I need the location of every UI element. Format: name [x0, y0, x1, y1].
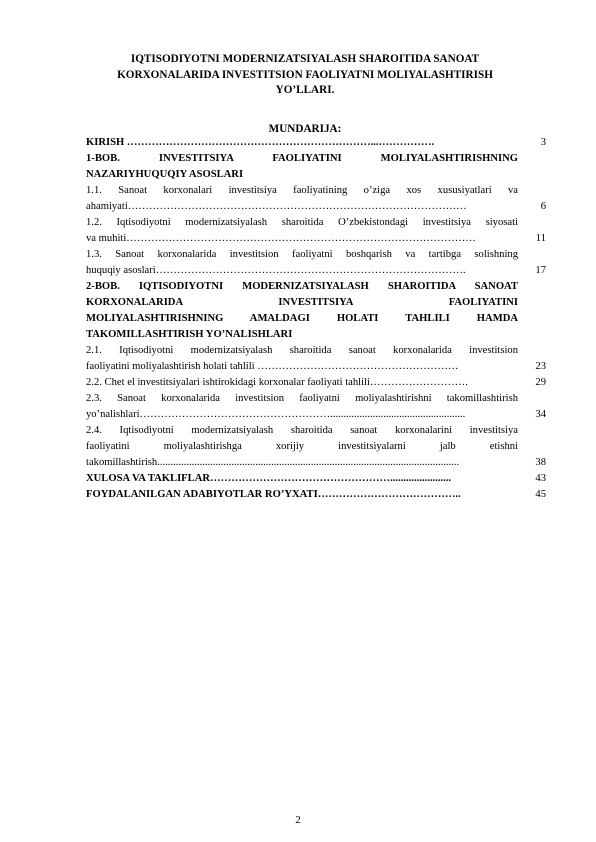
toc-entry-text: [86, 183, 518, 215]
toc-entry-text: [86, 471, 518, 487]
toc-line: takomillashtirish..................................................................................................................: [86, 457, 460, 468]
title-line-1: IQTISODIYOTNI MODERNIZATSIYALASH SHAROITIDA SANOAT: [130, 53, 480, 65]
toc-entry-kirish[interactable]: [86, 135, 546, 151]
toc-entry-2-2[interactable]: [86, 375, 546, 391]
table-of-contents: [86, 135, 546, 503]
toc-entry-text: [86, 135, 518, 151]
toc-page-number: 38: [535, 457, 546, 468]
toc-entry-text: [86, 375, 518, 391]
toc-line: huquqiy asoslari…………………………………………………………………………….: [86, 265, 466, 276]
toc-line: 1-BOB. INVESTITSIYA FAOLIYATINI MOLIYALASHTIRISHNING: [86, 153, 518, 164]
toc-line: 2.1. Iqtisodiyotni modernizatsiyalash sharoitida sanoat korxonalarida investitsion: [86, 345, 518, 356]
toc-line: va muhiti………………………………………………………………………………………: [86, 233, 476, 244]
toc-line: yo’nalishlari………………………………………………...................................................: [86, 409, 466, 420]
toc-line: XULOSA VA TAKLIFLAR…………………………………………….......................: [86, 473, 452, 484]
toc-line: 2.4. Iqtisodiyotni modernizatsiyalash sharoitida sanoat korxonalarini investitsiya: [86, 425, 518, 436]
toc-line: MOLIYALASHTIRISHNING AMALDAGI HOLATI TAHLILI HAMDA: [86, 313, 518, 324]
toc-entry-text: [86, 391, 518, 423]
toc-page-number: 29: [535, 377, 546, 388]
toc-entry-conclusion[interactable]: [86, 471, 546, 487]
toc-page-number: 3: [540, 137, 546, 148]
toc-entry-2-3[interactable]: [86, 391, 546, 423]
toc-page-number: 17: [535, 265, 546, 276]
document-title: [86, 52, 524, 99]
toc-line: 2.3. Sanoat korxonalarida investitsion faoliyatni moliyalashtirishni takomillashtirish: [86, 393, 518, 404]
toc-entry-2-1[interactable]: [86, 343, 546, 375]
toc-line: FOYDALANILGAN ADABIYOTLAR RO’YXATI…………………………………..: [86, 489, 461, 500]
toc-entry-text: [86, 279, 518, 343]
toc-heading: MUNDARIJA:: [268, 123, 342, 135]
toc-line: ahamiyati……………………………………………………………………………………: [86, 201, 467, 212]
toc-entry-text: [86, 423, 518, 471]
page-number-footer: 2: [295, 814, 301, 826]
toc-line: TAKOMILLASHTIRISH YO’NALISHLARI: [86, 329, 293, 340]
toc-page-number: 43: [535, 473, 546, 484]
toc-chapter-2[interactable]: [86, 279, 546, 343]
toc-line: 1.2. Iqtisodiyotni modernizatsiyalash sharoitida O’zbekistondagi investitsiya siyosati: [86, 217, 518, 228]
toc-page-number: 6: [540, 201, 546, 212]
toc-entry-text: [86, 215, 518, 247]
toc-entry-bibliography[interactable]: [86, 487, 546, 503]
toc-page-number: 34: [535, 409, 546, 420]
toc-entry-1-3[interactable]: [86, 247, 546, 279]
toc-line: 2-BOB. IQTISODIYOTNI MODERNIZATSIYALASH SHAROITIDA SANOAT: [86, 281, 518, 292]
toc-entry-text: [86, 247, 518, 279]
toc-line: 1.1. Sanoat korxonalari investitsiya faoliyatining o’ziga xos xususiyatlari va: [86, 185, 518, 196]
toc-line: 1.3. Sanoat korxonalarida investitsion faoliyatni boshqarish va tartibga solishning: [86, 249, 518, 260]
toc-line: KORXONALARIDA INVESTITSIYA FAOLIYATINI: [86, 297, 518, 308]
toc-chapter-1[interactable]: [86, 151, 546, 183]
toc-entry-text: [86, 151, 518, 183]
toc-entry-1-1[interactable]: [86, 183, 546, 215]
toc-page-number: 45: [535, 489, 546, 500]
toc-entry-2-4[interactable]: [86, 423, 546, 471]
toc-line: 2.2. Chet el investitsiyalari ishtirokidagi korxonalar faoliyati tahlili……………………….: [86, 377, 468, 388]
toc-line: KIRISH ……………………………………………………………...…………….: [86, 137, 435, 148]
toc-line: NAZARIYHUQUQIY ASOSLARI: [86, 169, 244, 180]
toc-line: faoliyatini moliyalashtirishga xorijiy investitsiyalarni jalb etishni: [86, 441, 518, 452]
toc-line: faoliyatini moliyalashtirish holati tahlili …………………………………………………: [86, 361, 459, 372]
toc-page-number: 23: [535, 361, 546, 372]
toc-entry-text: [86, 343, 518, 375]
title-line-3: YO’LLARI.: [275, 84, 335, 96]
toc-entry-1-2[interactable]: [86, 215, 546, 247]
toc-page-number: 11: [535, 233, 546, 244]
title-line-2: KORXONALARIDA INVESTITSION FAOLIYATNI MOLIYALASHTIRISH: [117, 68, 493, 81]
toc-entry-text: [86, 487, 518, 503]
